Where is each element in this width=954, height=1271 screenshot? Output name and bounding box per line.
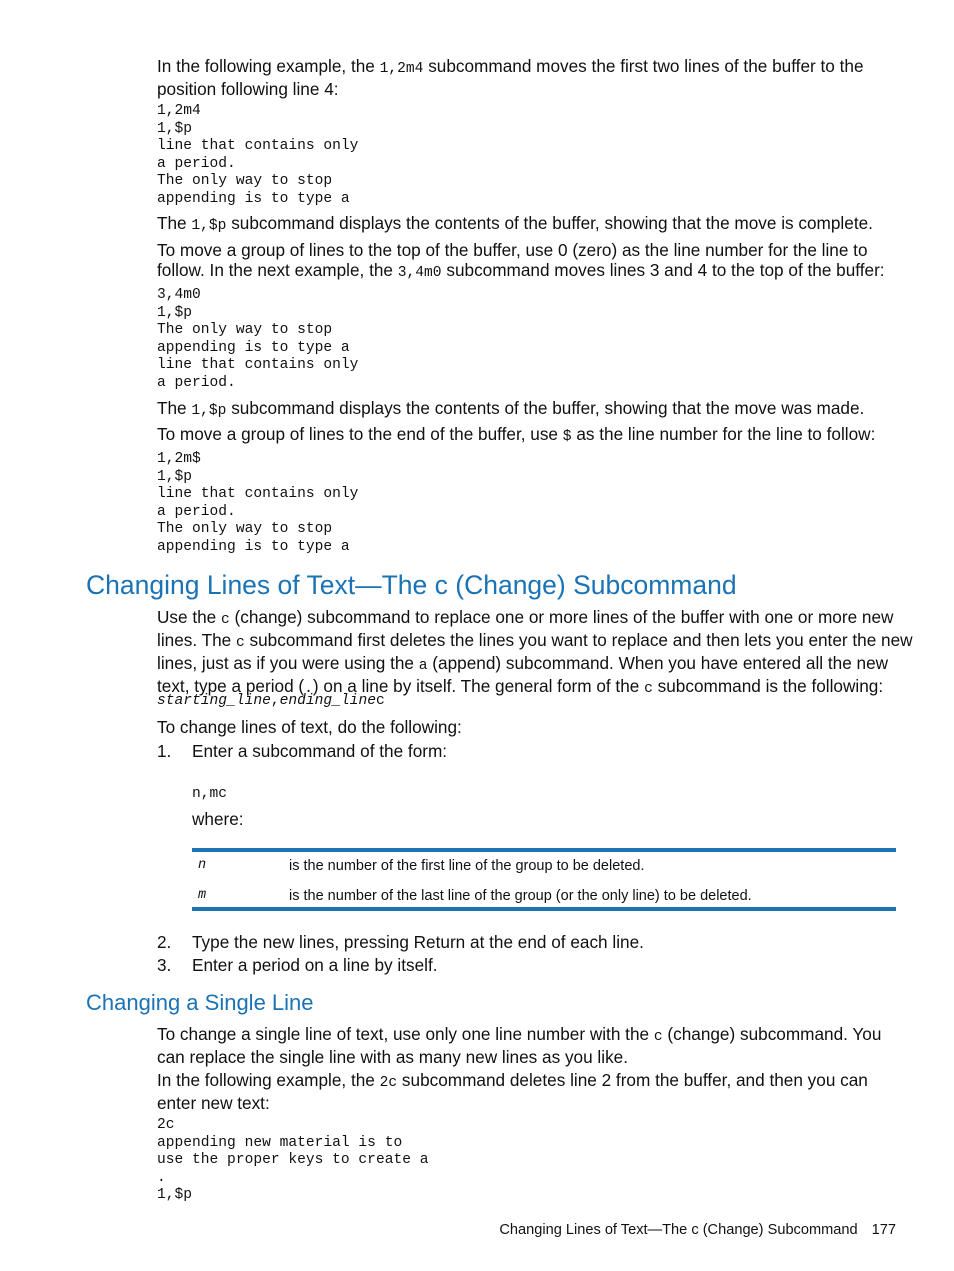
code-block-move-first-two: 1,2m4 1,$p line that contains only a period. The only way to stop appending is to type a (157, 103, 359, 207)
paragraph-2c-example (157, 1070, 868, 1113)
step-1-code: n,mc (192, 786, 228, 802)
text: subcommand deletes line 2 from the buffer, and then you can (397, 1070, 868, 1090)
form-comma: , (270, 693, 280, 709)
text: follow. In the next example, the (157, 260, 398, 280)
definition-description: is the number of the last line of the group (or the only line) to be deleted. (289, 888, 752, 904)
step-number: 2. (157, 932, 172, 952)
paragraph-move-to-top (157, 240, 885, 283)
inline-code: $ (562, 429, 572, 445)
inline-code: c (644, 681, 653, 697)
inline-code: 2c (379, 1075, 398, 1091)
text: can replace the single line with as many new lines as you like. (157, 1047, 628, 1067)
text: (change) subcommand. You (662, 1024, 882, 1044)
code-block-move-to-end: 1,2m$ 1,$p line that contains only a period. The only way to stop appending is to type a (157, 451, 359, 555)
text: To move a group of lines to the end of the buffer, use (157, 424, 563, 444)
form-ending-line: ending_line (279, 693, 376, 709)
text: subcommand is the following: (652, 676, 884, 696)
inline-code: 3,4m0 (397, 265, 442, 281)
text: (change) subcommand to replace one or more lines of the buffer with one or more new (229, 607, 894, 627)
step-1-text: Enter a subcommand of the form: (192, 741, 448, 761)
definition-term: m (198, 888, 207, 903)
text: subcommand moves lines 3 and 4 to the top of the buffer: (441, 260, 885, 280)
text: position following line 4: (157, 79, 339, 99)
inline-code: 1,$p (191, 218, 227, 234)
inline-code: 1,2m4 (379, 61, 424, 77)
step-number: 3. (157, 955, 172, 975)
text: ) on a line by itself. The general form of the (312, 676, 645, 696)
where-label: where: (192, 809, 244, 829)
definition-table (192, 848, 896, 911)
section-heading: Changing Lines of Text—The c (Change) Subcommand (86, 570, 737, 600)
paragraph-move-made (157, 398, 864, 421)
paragraph-single-line (157, 1024, 881, 1067)
page-number: 177 (871, 1222, 896, 1238)
text: To move a group of lines to the top of the buffer, use 0 (zero) as the line number for the line to (157, 240, 868, 260)
text: (append) subcommand. When you have entered all the new (427, 653, 889, 673)
text: subcommand moves the first two lines of the buffer to the (423, 56, 864, 76)
form-starting-line: starting_line (157, 693, 271, 709)
inline-code: 1,$p (191, 403, 227, 419)
general-form (157, 693, 385, 709)
code-block-move-to-top: 3,4m0 1,$p The only way to stop appending is to type a line that contains only a period. (157, 287, 359, 391)
text: To change a single line of text, use only one line number with the (157, 1024, 654, 1044)
text: lines. The (157, 630, 236, 650)
text: enter new text: (157, 1093, 270, 1113)
text: Use the (157, 607, 222, 627)
step-2-text: Type the new lines, pressing Return at the end of each line. (192, 932, 644, 952)
footer-running-title: Changing Lines of Text—The c (Change) Subcommand (499, 1222, 858, 1238)
paragraph-move-to-end (157, 424, 875, 447)
text: as the line number for the line to follow: (571, 424, 876, 444)
text: In the following example, the (157, 56, 380, 76)
inline-code: c (235, 635, 245, 651)
code-block-2c: 2c appending new material is to use the proper keys to create a . 1,$p (157, 1117, 429, 1204)
text: subcommand displays the contents of the buffer, showing that the move is complete. (226, 213, 873, 233)
text: The (157, 398, 192, 418)
text: In the following example, the (157, 1070, 380, 1090)
step-number: 1. (157, 741, 172, 761)
inline-code: c (653, 1029, 663, 1045)
inline-code: a (418, 658, 428, 674)
text: subcommand displays the contents of the buffer, showing that the move was made. (226, 398, 865, 418)
text: text, type a period ( (157, 676, 305, 696)
text: lines, just as if you were using the (157, 653, 419, 673)
subsection-heading: Changing a Single Line (86, 990, 314, 1015)
definition-term: n (198, 858, 207, 873)
text: subcommand first deletes the lines you want to replace and then lets you enter the new (244, 630, 913, 650)
page-footer (499, 1222, 896, 1238)
inline-code: c (221, 612, 230, 628)
paragraph-move-complete (157, 213, 873, 236)
inline-code: . (304, 681, 313, 697)
paragraph-move-example-intro (157, 56, 864, 99)
steps-intro: To change lines of text, do the following: (157, 717, 462, 737)
text: The (157, 213, 192, 233)
form-c: c (375, 693, 385, 709)
paragraph-change-description (157, 607, 913, 699)
definition-description: is the number of the first line of the group to be deleted. (289, 858, 645, 874)
step-3-text: Enter a period on a line by itself. (192, 955, 438, 975)
